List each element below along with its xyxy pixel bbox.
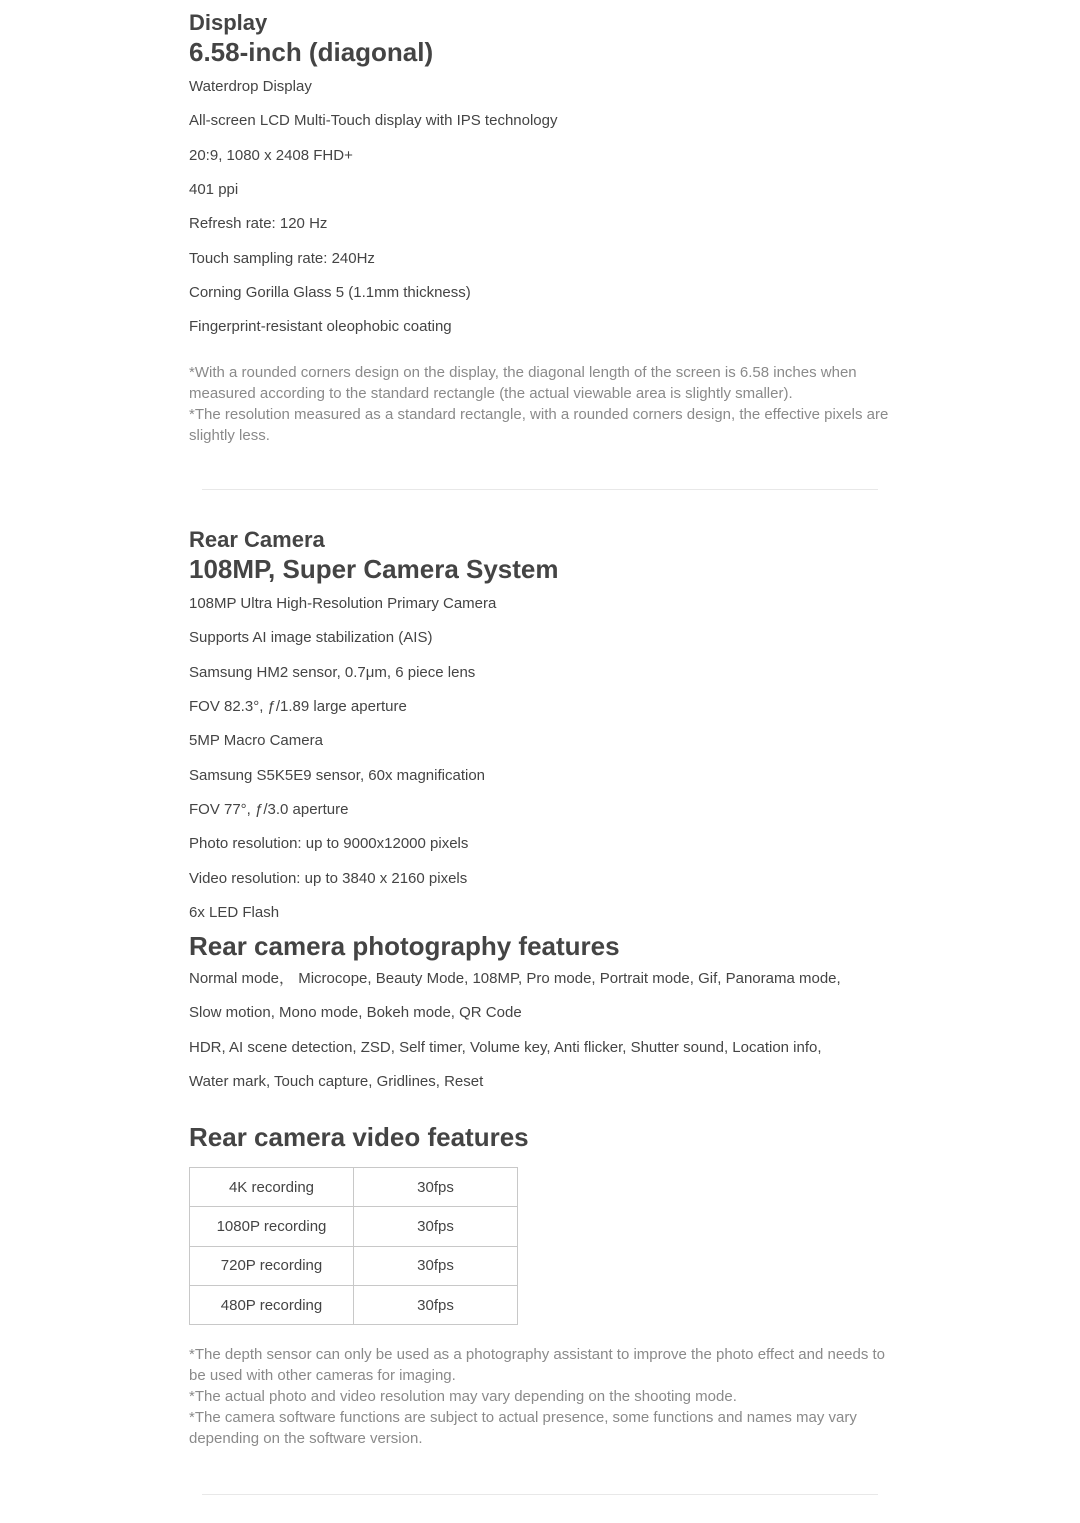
rear-camera-footnotes — [189, 1345, 889, 1449]
spec-item: Samsung S5K5E9 sensor, 60x magnification — [189, 766, 486, 784]
table-cell-fps: 30fps — [354, 1207, 518, 1246]
feature-line: Normal mode， Microcope, Beauty Mode, 108MP, Pro mode, Portrait mode, Gif, Panorama mode, — [189, 970, 841, 988]
feature-line: Water mark, Touch capture, Gridlines, Reset — [189, 1073, 484, 1090]
spec-item: Photo resolution: up to 9000x12000 pixels — [189, 835, 469, 853]
table-cell-mode: 720P recording — [190, 1246, 354, 1285]
video-features-table — [189, 1167, 518, 1325]
spec-item: FOV 77°, ƒ/3.0 aperture — [189, 800, 349, 818]
table-cell-mode: 4K recording — [190, 1168, 354, 1207]
spec-item: Corning Gorilla Glass 5 (1.1mm thickness) — [189, 283, 471, 301]
table-row — [190, 1207, 518, 1246]
spec-item: Supports AI image stabilization (AIS) — [189, 629, 433, 647]
table-row — [190, 1286, 518, 1325]
spec-item: Fingerprint-resistant oleophobic coating — [189, 318, 452, 336]
spec-item: FOV 82.3°, ƒ/1.89 large aperture — [189, 698, 407, 716]
footnote: *The resolution measured as a standard rectangle, with a rounded corners design, the effective pixels are slightly less. — [189, 405, 889, 444]
display-title: Display — [189, 10, 268, 35]
rear-camera-spec-list — [189, 587, 889, 930]
rear-camera-headline: 108MP, Super Camera System — [189, 554, 559, 584]
spec-item: 401 ppi — [189, 181, 239, 199]
spec-item: 20:9, 1080 x 2408 FHD+ — [189, 146, 353, 164]
table-row — [190, 1168, 518, 1207]
feature-line: Slow motion, Mono mode, Bokeh mode, QR Code — [189, 1004, 522, 1022]
spec-item: Touch sampling rate: 240Hz — [189, 249, 375, 267]
spec-item: 6x LED Flash — [189, 903, 280, 921]
table-cell-fps: 30fps — [354, 1286, 518, 1325]
table-cell-fps: 30fps — [354, 1246, 518, 1285]
rear-camera-title: Rear Camera — [189, 527, 325, 552]
footnote: *The actual photo and video resolution may vary depending on the shooting mode. — [189, 1387, 737, 1405]
display-headline: 6.58-inch (diagonal) — [189, 37, 434, 67]
rear-camera-section — [189, 527, 889, 1449]
display-section — [189, 10, 889, 447]
footnote: *The camera software functions are subject to actual presence, some functions and names may vary depending on the software version. — [189, 1408, 857, 1447]
table-cell-mode: 480P recording — [190, 1286, 354, 1325]
footnote: *The depth sensor can only be used as a photography assistant to improve the photo effect and needs to be used with other cameras for imaging. — [189, 1346, 886, 1385]
display-footnotes — [189, 363, 889, 446]
spec-item: Waterdrop Display — [189, 78, 312, 96]
spec-item: Samsung HM2 sensor, 0.7μm, 6 piece lens — [189, 663, 476, 681]
spec-item: 5MP Macro Camera — [189, 732, 323, 750]
photo-features-title: Rear camera photography features — [189, 930, 620, 961]
table-row — [190, 1246, 518, 1285]
spec-item: All-screen LCD Multi-Touch display with IPS technology — [189, 112, 558, 130]
spec-item: Video resolution: up to 3840 x 2160 pixels — [189, 869, 468, 887]
photo-features-list — [189, 962, 889, 1099]
spec-item: Refresh rate: 120 Hz — [189, 215, 328, 233]
section-divider — [202, 1494, 878, 1495]
section-divider — [202, 489, 878, 490]
display-spec-list — [189, 70, 889, 344]
table-cell-mode: 1080P recording — [190, 1207, 354, 1246]
video-features-title: Rear camera video features — [189, 1122, 529, 1153]
footnote: *With a rounded corners design on the display, the diagonal length of the screen is 6.58 inches when measured according to the standard rectangle (the actual viewable area is slightly smaller). — [189, 364, 857, 403]
feature-line: HDR, AI scene detection, ZSD, Self timer, Volume key, Anti flicker, Shutter sound, Location info, — [189, 1038, 822, 1056]
table-cell-fps: 30fps — [354, 1168, 518, 1207]
spec-item: 108MP Ultra High-Resolution Primary Camera — [189, 595, 497, 613]
